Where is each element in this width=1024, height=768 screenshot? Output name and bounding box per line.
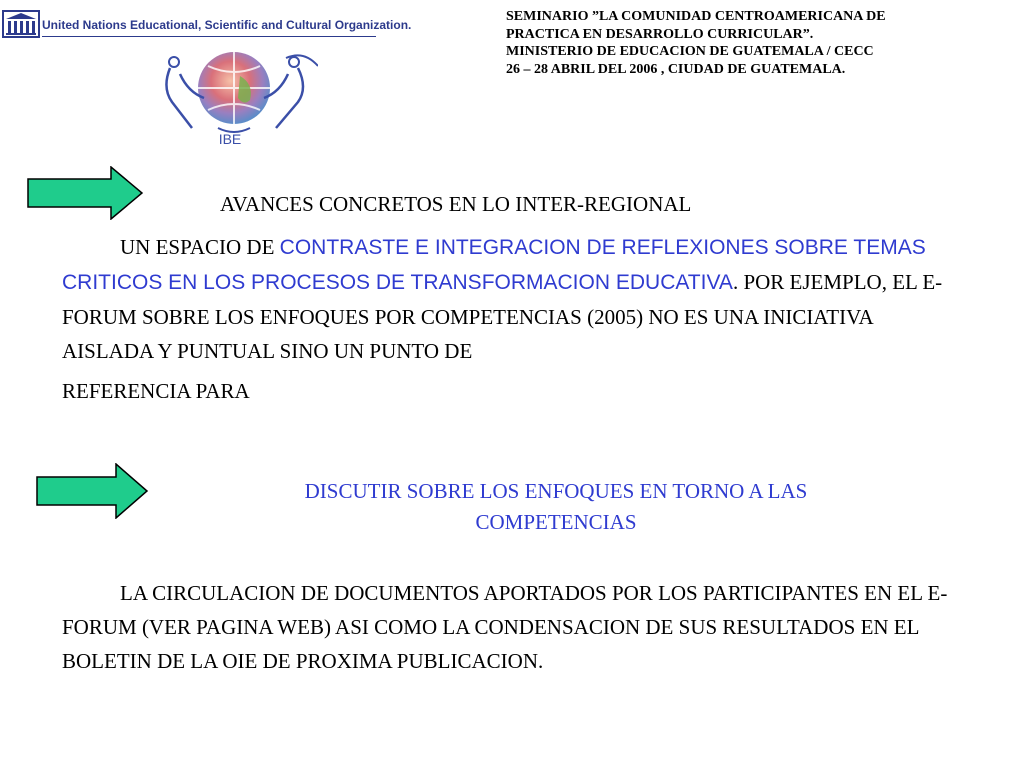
ibe-label: IBE (218, 131, 242, 147)
section1-paragraph (62, 230, 962, 408)
section3-body: LA CIRCULACION DE DOCUMENTOS APORTADOS POR LOS PARTICIPANTES EN EL E-FORUM (VER PAGINA WEB) ASI COMO LA CONDENSACION DE SUS RESULTADOS EN EL BOLETIN DE LA OIE DE PROXIMA PUBLICACION. (62, 581, 948, 673)
ibe-globe-logo (158, 36, 318, 148)
right-arrow-icon (27, 166, 143, 220)
section1-highlight: CONTRASTE E INTEGRACION DE REFLEXIONES SOBRE TEMAS CRITICOS EN LOS PROCESOS DE TRANSFORMACION EDUCATIVA (62, 236, 926, 294)
unesco-org-name: United Nations Educational, Scientific and Cultural Organization. (42, 18, 412, 32)
section3-paragraph (62, 576, 1012, 678)
section1-lead: UN ESPACIO DE (120, 235, 280, 259)
header-line-4: 26 – 28 ABRIL DEL 2006 , CIUDAD DE GUATEMALA. (506, 61, 846, 77)
unesco-temple-icon (2, 10, 40, 38)
seminar-header (506, 8, 1016, 78)
section1-body: . POR EJEMPLO, EL E-FORUM SOBRE LOS ENFOQUES POR COMPETENCIAS (2005) NO ES UNA INICIATIVA AISLADA Y PUNTUAL SINO UN PUNTO DE (62, 270, 943, 363)
section1-tail: REFERENCIA PARA (62, 379, 250, 403)
header-line-3: MINISTERIO DE EDUCACION DE GUATEMALA / CECC (506, 44, 874, 59)
header-line-1: SEMINARIO ”LA COMUNIDAD CENTROAMERICANA DE (506, 9, 886, 24)
section2-heading-line-1: DISCUTIR SOBRE LOS ENFOQUES EN TORNO A LAS (304, 479, 808, 503)
section1-heading: AVANCES CONCRETOS EN LO INTER-REGIONAL (220, 192, 692, 216)
section2-heading (62, 476, 962, 538)
header-line-2: PRACTICA EN DESARROLLO CURRICULAR”. (506, 26, 814, 42)
unesco-banner (0, 8, 412, 34)
section2-heading-line-2: COMPETENCIAS (475, 510, 637, 534)
